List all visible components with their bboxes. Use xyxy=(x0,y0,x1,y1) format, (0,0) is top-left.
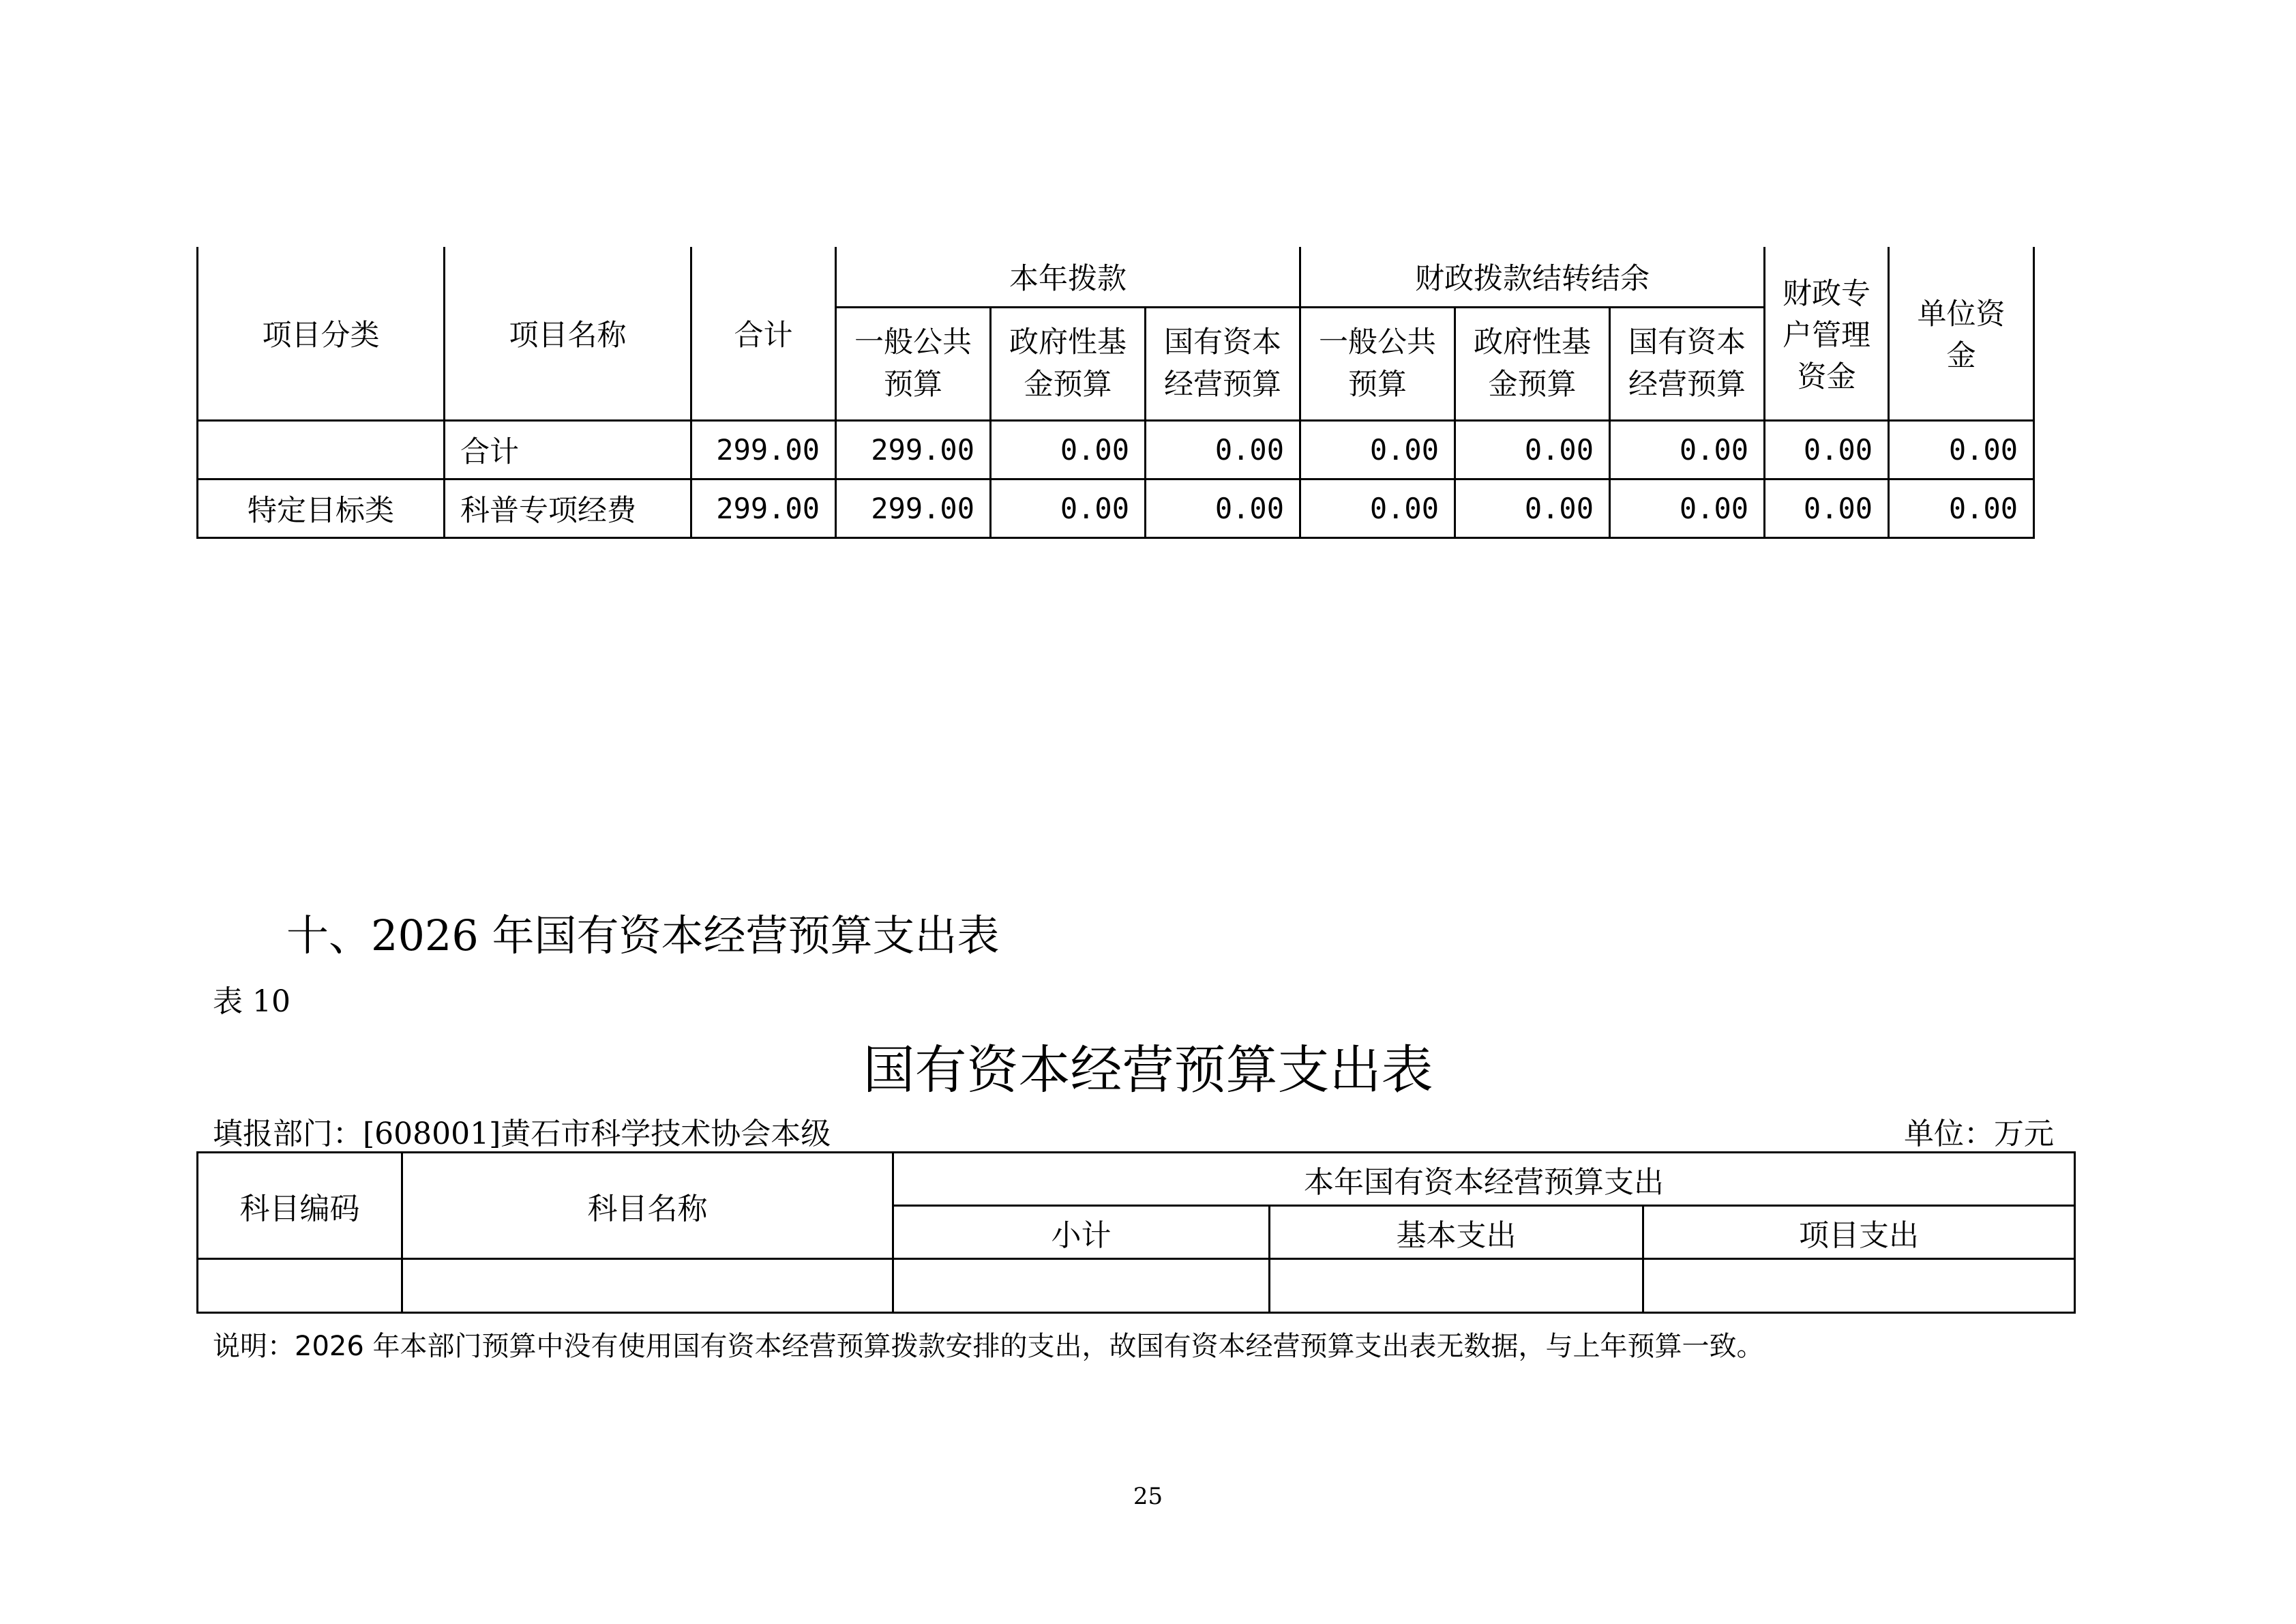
header-project: 项目支出 xyxy=(1643,1206,2075,1259)
state-capital-expenditure-table xyxy=(196,1151,2076,1314)
header-code: 科目编码 xyxy=(198,1153,402,1259)
header-general-public: 一般公共 预算 xyxy=(836,307,991,420)
cell-value: 299.00 xyxy=(691,479,836,537)
cell-value: 0.00 xyxy=(1765,420,1889,479)
table-row xyxy=(198,420,2034,479)
header-category: 项目分类 xyxy=(198,247,445,420)
cell-value: 0.00 xyxy=(991,420,1146,479)
empty-cell xyxy=(1643,1259,2075,1313)
header-general-public-carry: 一般公共 预算 xyxy=(1300,307,1455,420)
header-gov-fund: 政府性基 金预算 xyxy=(991,307,1146,420)
table-row xyxy=(198,479,2034,537)
cell-value: 299.00 xyxy=(691,420,836,479)
explanation-note: 说明：2026 年本部门预算中没有使用国有资本经营预算拨款安排的支出，故国有资本经营预算支出表无数据，与上年预算一致。 xyxy=(213,1331,1764,1362)
table-number: 表 10 xyxy=(213,984,290,1019)
cell-value: 0.00 xyxy=(991,479,1146,537)
cell-value: 299.00 xyxy=(836,479,991,537)
header-state-capital-carry: 国有资本 经营预算 xyxy=(1610,307,1765,420)
cell-value: 0.00 xyxy=(1610,420,1765,479)
empty-cell xyxy=(198,1259,402,1313)
empty-cell xyxy=(893,1259,1270,1313)
header-name: 科目名称 xyxy=(402,1153,893,1259)
project-expenditure-table xyxy=(196,247,2035,539)
empty-cell xyxy=(1270,1259,1643,1313)
header-unit-funds: 单位资 金 xyxy=(1889,247,2034,420)
empty-cell xyxy=(402,1259,893,1313)
unit-label: 单位：万元 xyxy=(1904,1117,2054,1151)
header-carryover: 财政拨款结转结余 xyxy=(1300,247,1765,307)
cell-value: 0.00 xyxy=(1889,479,2034,537)
cell-value: 0.00 xyxy=(1300,420,1455,479)
reporting-department: 填报部门：[608001]黄石市科学技术协会本级 xyxy=(213,1117,831,1151)
cell-value: 299.00 xyxy=(836,420,991,479)
header-special-account: 财政专 户管理 资金 xyxy=(1765,247,1889,420)
section-heading: 十、2026 年国有资本经营预算支出表 xyxy=(286,911,1000,960)
document-title: 国有资本经营预算支出表 xyxy=(863,1039,1433,1100)
row-name: 合计 xyxy=(445,420,691,479)
cell-value: 0.00 xyxy=(1610,479,1765,537)
table-row xyxy=(198,1259,2075,1313)
cell-value: 0.00 xyxy=(1455,420,1610,479)
header-group: 本年国有资本经营预算支出 xyxy=(893,1153,2075,1206)
cell-value: 0.00 xyxy=(1300,479,1455,537)
row-name: 科普专项经费 xyxy=(445,479,691,537)
cell-value: 0.00 xyxy=(1765,479,1889,537)
row-category: 特定目标类 xyxy=(198,479,445,537)
header-total: 合计 xyxy=(691,247,836,420)
cell-value: 0.00 xyxy=(1889,420,2034,479)
cell-value: 0.00 xyxy=(1455,479,1610,537)
header-basic: 基本支出 xyxy=(1270,1206,1643,1259)
header-current-year: 本年拨款 xyxy=(836,247,1300,307)
row-category xyxy=(198,420,445,479)
cell-value: 0.00 xyxy=(1146,420,1300,479)
header-gov-fund-carry: 政府性基 金预算 xyxy=(1455,307,1610,420)
header-name: 项目名称 xyxy=(445,247,691,420)
header-subtotal: 小计 xyxy=(893,1206,1270,1259)
cell-value: 0.00 xyxy=(1146,479,1300,537)
page-number: 25 xyxy=(1133,1483,1163,1510)
header-state-capital: 国有资本 经营预算 xyxy=(1146,307,1300,420)
